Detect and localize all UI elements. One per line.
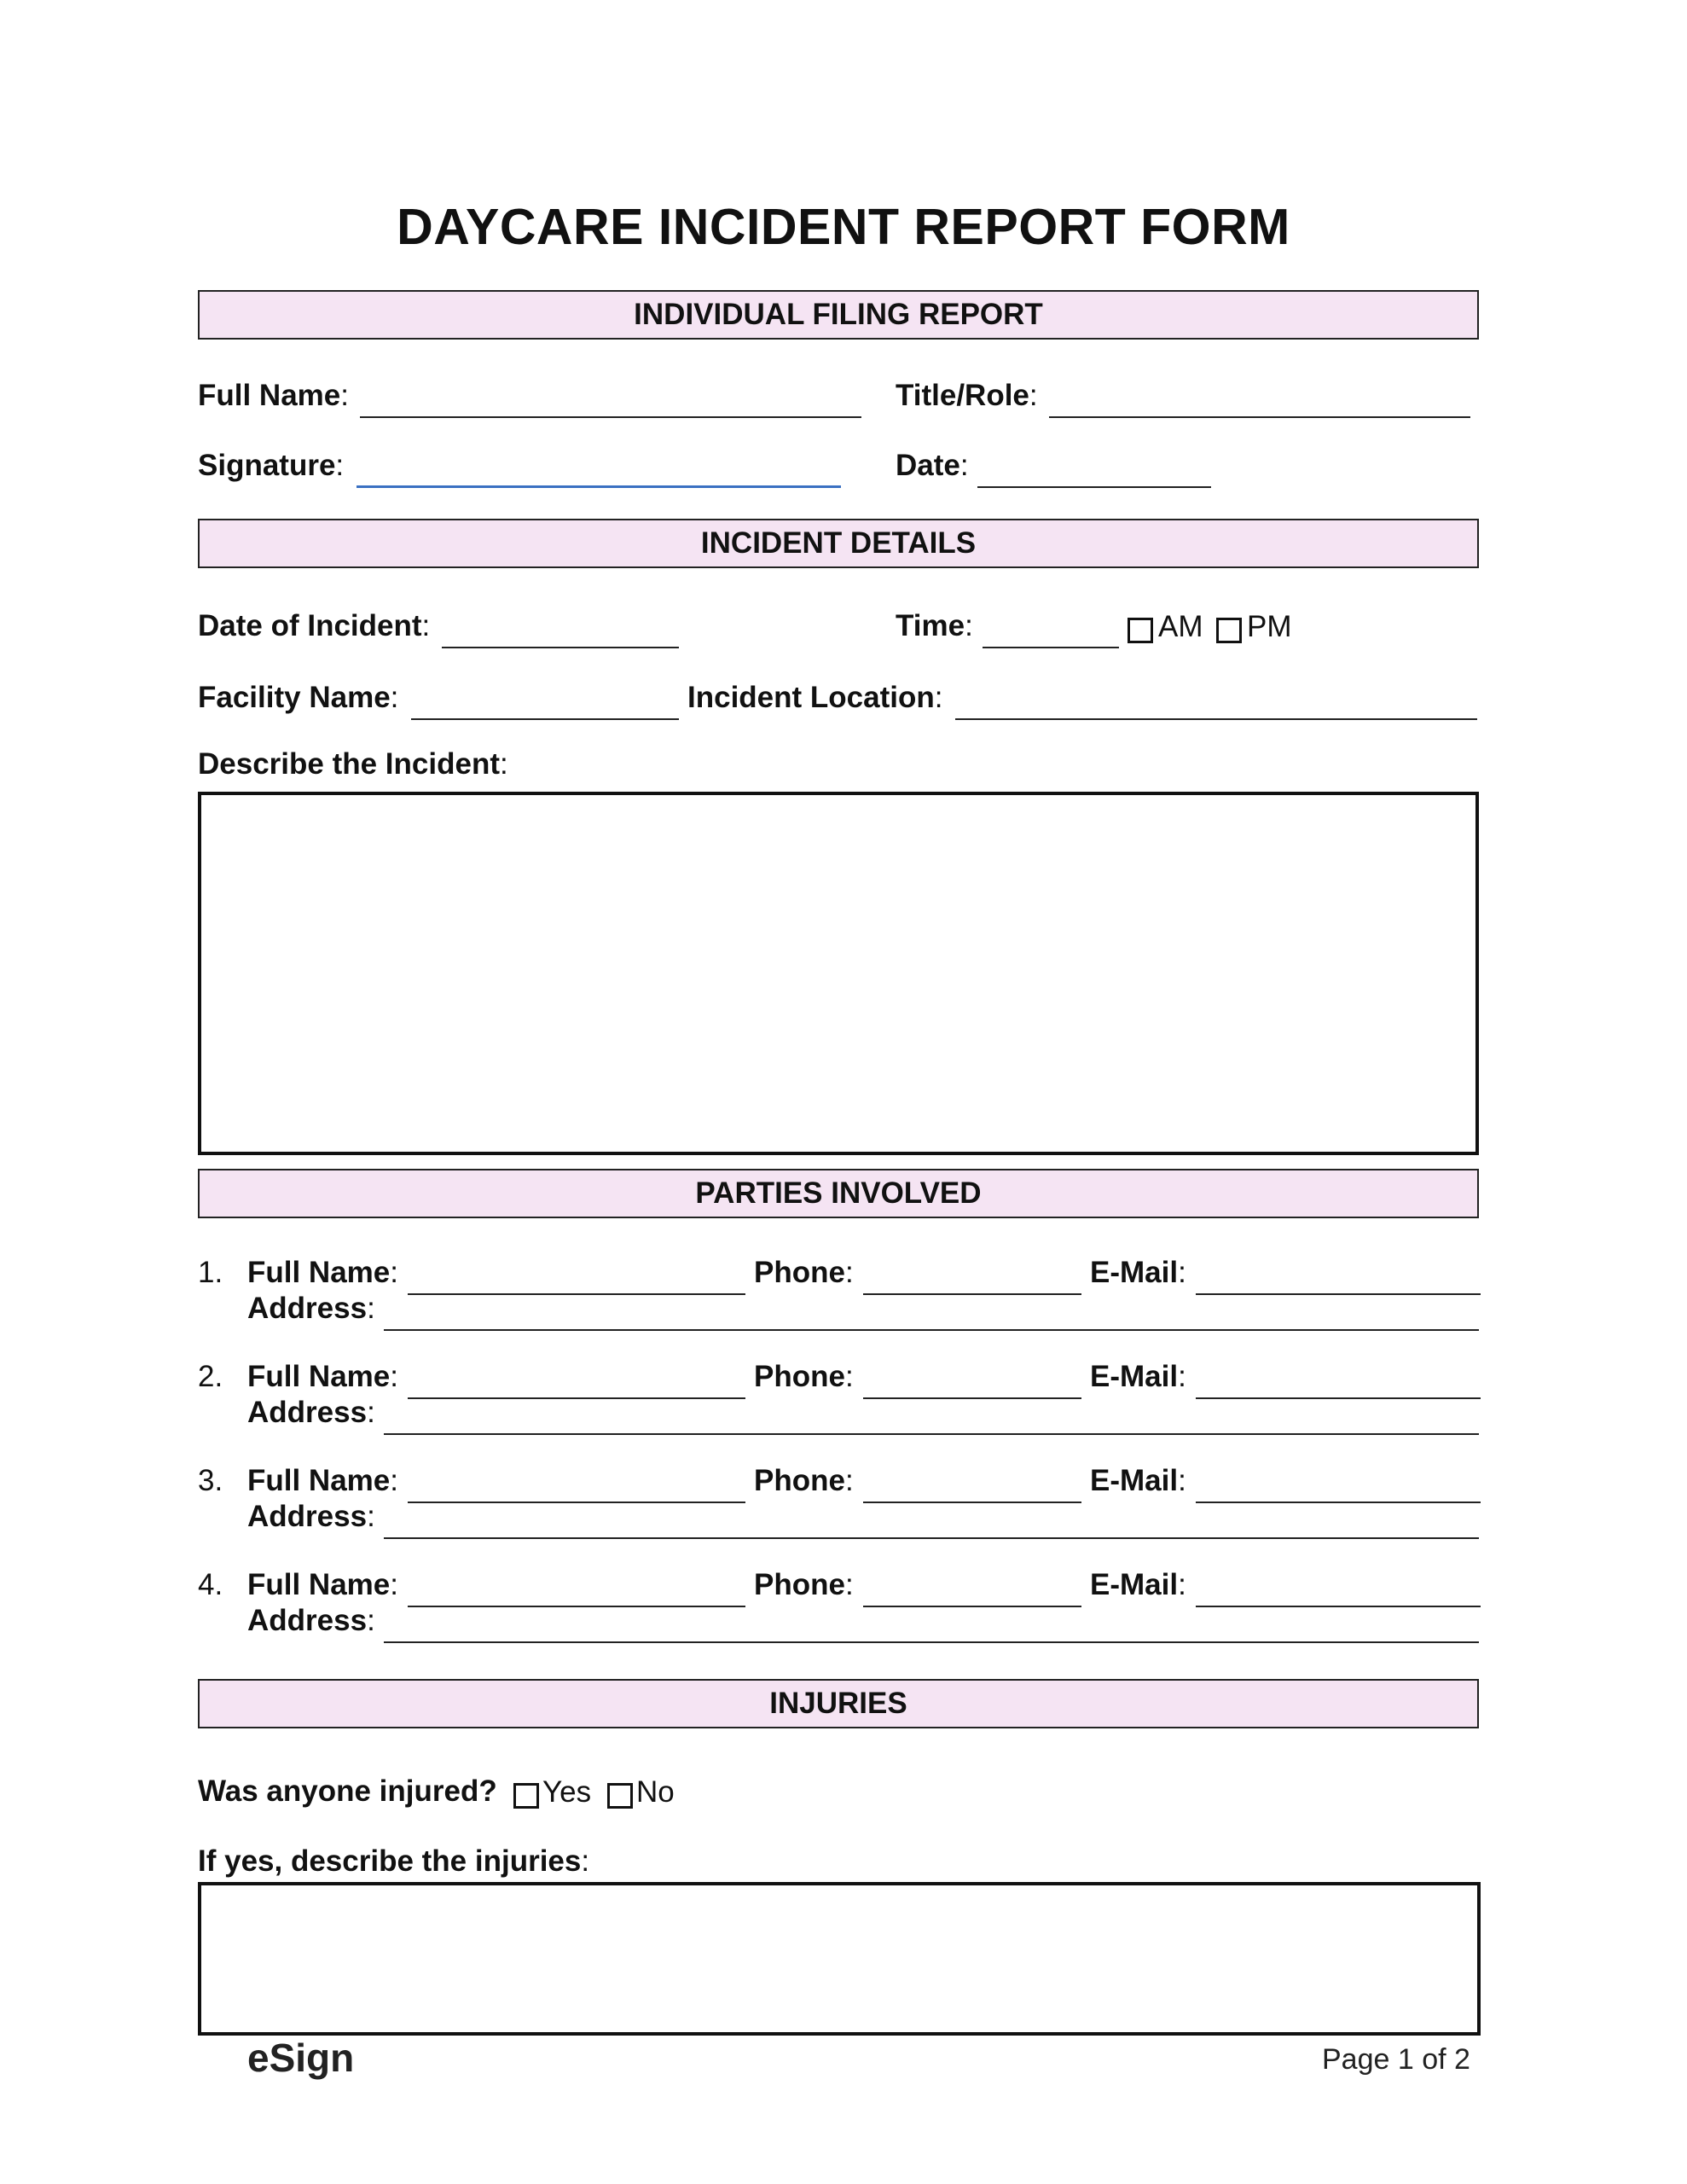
no-label: No: [636, 1775, 675, 1809]
describe-incident-row: Describe the Incident:: [198, 747, 508, 781]
party-phone-label: Phone: [754, 1360, 845, 1393]
party-address-row: Address:: [198, 1602, 1479, 1643]
party-row: 4. Full Name: Phone: E-Mail:: [198, 1566, 1479, 1607]
facility-row: Facility Name: Incident Location:: [198, 679, 1479, 720]
party-phone-label: Phone: [754, 1464, 845, 1497]
date-label: Date: [896, 449, 960, 482]
section-header-individual: INDIVIDUAL FILING REPORT: [198, 290, 1479, 340]
pm-checkbox[interactable]: [1216, 618, 1242, 643]
title-role-label: Title/Role: [896, 379, 1029, 412]
section-header-incident: INCIDENT DETAILS: [198, 519, 1479, 568]
facility-name-label: Facility Name: [198, 681, 391, 714]
injured-question-label: Was anyone injured?: [198, 1774, 497, 1808]
time-label: Time: [896, 609, 965, 642]
party-address-field[interactable]: [384, 1641, 1479, 1643]
am-checkbox[interactable]: [1128, 618, 1153, 643]
party-full-name-label: Full Name: [247, 1360, 391, 1393]
party-phone-label: Phone: [754, 1568, 845, 1601]
pm-label: PM: [1247, 610, 1292, 643]
party-email-label: E-Mail: [1090, 1360, 1179, 1393]
party-full-name-label: Full Name: [247, 1568, 391, 1601]
party-row: 2. Full Name: Phone: E-Mail:: [198, 1358, 1479, 1399]
signature-field[interactable]: [357, 485, 841, 488]
esign-logo: eSign: [247, 2036, 355, 2080]
party-address-label: Address: [247, 1396, 368, 1429]
date-of-incident-field[interactable]: [442, 647, 679, 648]
yes-label: Yes: [542, 1775, 592, 1809]
party-address-label: Address: [247, 1292, 368, 1325]
date-of-incident-label: Date of Incident: [198, 609, 422, 642]
describe-injuries-label: If yes, describe the injuries: [198, 1844, 582, 1878]
signature-label: Signature: [198, 449, 336, 482]
party-row: 1. Full Name: Phone: E-Mail:: [198, 1254, 1479, 1295]
party-number: 3.: [198, 1464, 223, 1497]
full-name-row: Full Name: Title/Role:: [198, 377, 1479, 418]
party-address-row: Address:: [198, 1290, 1479, 1331]
facility-name-field[interactable]: [411, 718, 679, 720]
signature-row: Signature: Date:: [198, 447, 1479, 488]
describe-injuries-row: If yes, describe the injuries:: [198, 1844, 590, 1878]
date-field[interactable]: [977, 486, 1211, 488]
yes-checkbox[interactable]: [513, 1783, 539, 1809]
party-phone-label: Phone: [754, 1256, 845, 1289]
time-field[interactable]: [983, 647, 1119, 648]
section-header-injuries: INJURIES: [198, 1679, 1479, 1728]
describe-incident-label: Describe the Incident: [198, 747, 500, 781]
form-title: DAYCARE INCIDENT REPORT FORM: [397, 199, 1290, 255]
party-number: 2.: [198, 1360, 223, 1393]
party-address-field[interactable]: [384, 1537, 1479, 1539]
party-row: 3. Full Name: Phone: E-Mail:: [198, 1462, 1479, 1503]
party-address-label: Address: [247, 1604, 368, 1637]
describe-incident-box[interactable]: [198, 792, 1479, 1155]
party-address-row: Address:: [198, 1498, 1479, 1539]
section-header-parties: PARTIES INVOLVED: [198, 1169, 1479, 1218]
no-checkbox[interactable]: [607, 1783, 633, 1809]
describe-injuries-box[interactable]: [198, 1882, 1481, 2036]
title-role-field[interactable]: [1049, 416, 1470, 418]
full-name-label: Full Name: [198, 379, 341, 412]
party-address-field[interactable]: [384, 1329, 1479, 1331]
incident-location-label: Incident Location: [687, 681, 935, 714]
party-address-field[interactable]: [384, 1433, 1479, 1435]
injured-question-row: [198, 1773, 1479, 1814]
am-label: AM: [1158, 610, 1203, 643]
party-email-label: E-Mail: [1090, 1464, 1179, 1497]
incident-location-field[interactable]: [955, 718, 1477, 720]
page-number: Page 1 of 2: [1322, 2043, 1470, 2076]
party-number: 1.: [198, 1256, 223, 1289]
party-email-label: E-Mail: [1090, 1568, 1179, 1601]
party-email-label: E-Mail: [1090, 1256, 1179, 1289]
party-number: 4.: [198, 1568, 223, 1601]
party-full-name-label: Full Name: [247, 1256, 391, 1289]
party-full-name-label: Full Name: [247, 1464, 391, 1497]
party-address-row: Address:: [198, 1394, 1479, 1435]
full-name-field[interactable]: [360, 416, 861, 418]
party-address-label: Address: [247, 1500, 368, 1533]
incident-date-row: Date of Incident: Time: AM PM: [198, 607, 1479, 648]
